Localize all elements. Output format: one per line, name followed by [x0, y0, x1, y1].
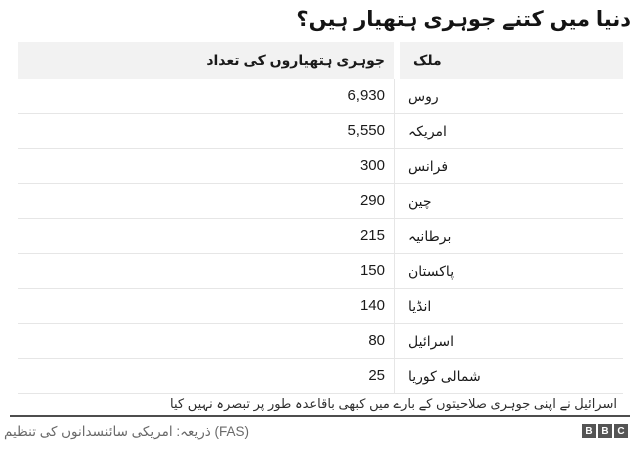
country-cell: امریکہ [394, 114, 623, 148]
count-cell: 6,930 [347, 87, 385, 104]
table-row [18, 359, 623, 394]
count-cell: 300 [359, 157, 385, 174]
bbc-logo-letter: B [582, 424, 596, 438]
table-row [18, 219, 623, 254]
bbc-logo-letter: B [598, 424, 612, 438]
table-row [18, 184, 623, 219]
table-row [18, 79, 623, 114]
table-row [18, 254, 623, 289]
country-cell: شمالی کوریا [394, 359, 623, 393]
bbc-logo [582, 424, 628, 438]
table-row [18, 149, 623, 184]
column-header-count: جوہری ہتھیاروں کی تعداد [18, 42, 394, 79]
count-cell: 290 [359, 192, 385, 209]
bbc-logo-letter: C [614, 424, 628, 438]
weapons-table [18, 42, 623, 394]
footer-divider [10, 415, 630, 417]
table-header-row [18, 42, 623, 79]
table-row [18, 114, 623, 149]
source-credit: ذریعہ: امریکی سائنسدانوں کی تنظیم (FAS) [4, 424, 250, 439]
country-cell: برطانیہ [394, 219, 623, 253]
count-cell: 215 [359, 227, 385, 244]
count-cell: 80 [368, 332, 385, 349]
column-header-country: ملک [400, 42, 623, 79]
country-cell: فرانس [394, 149, 623, 183]
country-cell: چین [394, 184, 623, 218]
country-cell: اسرائیل [394, 324, 623, 358]
country-cell: پاکستان [394, 254, 623, 288]
count-cell: 5,550 [347, 122, 385, 139]
country-cell: انڈیا [394, 289, 623, 323]
page-title: دنیا میں کتنے جوہری ہتھیار ہیں؟ [296, 8, 631, 31]
table-row [18, 289, 623, 324]
count-cell: 140 [359, 297, 385, 314]
country-cell: روس [394, 79, 623, 113]
table-footnote: اسرائیل نے اپنی جوہری صلاحیتوں کے بارے میں کبھی باقاعدہ طور پر تبصرہ نہیں کیا [170, 396, 617, 411]
count-cell: 25 [368, 367, 385, 384]
table-row [18, 324, 623, 359]
count-cell: 150 [359, 262, 385, 279]
